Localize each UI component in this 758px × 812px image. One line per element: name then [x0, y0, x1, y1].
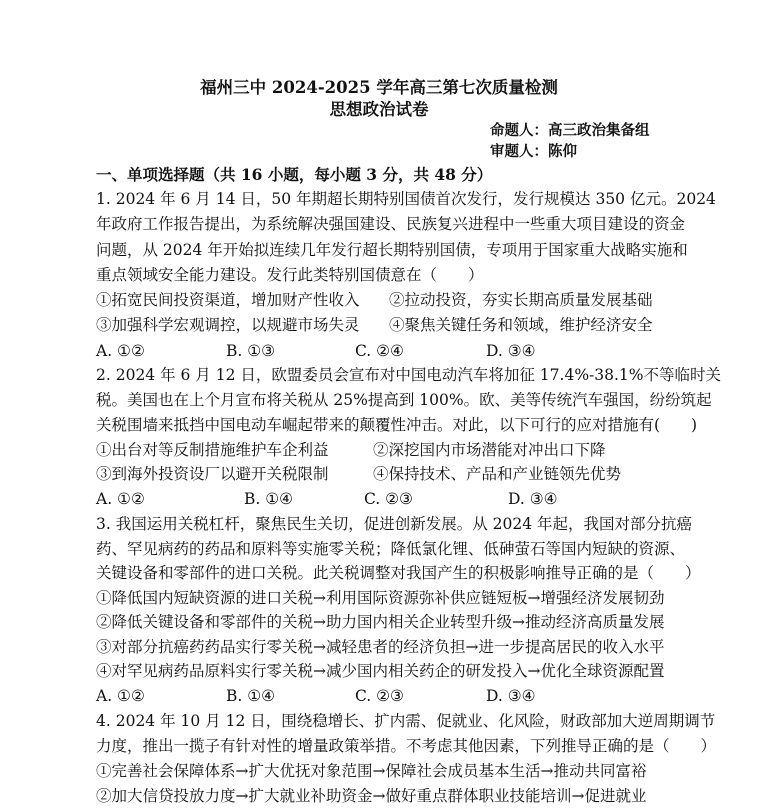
statement-option: ③加强科学宏观调控，以规避市场失灵 — [96, 316, 360, 334]
question-text-line: 关税围墙来抵挡中国电动车崛起带来的颠覆性冲击。对此，以下可行的应对措施有( ) — [96, 416, 698, 434]
answer-choice-d: D. ③④ — [486, 687, 536, 705]
statement-option: ①出台对等反制措施维护车企利益 — [96, 441, 329, 459]
reasoning-chain-option: ④对罕见病药品原料实行零关税→减少国内相关药企的研发投入→优化全球资源配置 — [96, 662, 665, 680]
reasoning-chain-option: ③对部分抗癌药药品实行零关税→减轻患者的经济负担→进一步提高居民的收入水平 — [96, 638, 665, 656]
statement-option: ③到海外投资设厂以避开关税限制 — [96, 465, 329, 483]
question-text-line: 2. 2024 年 6 月 12 日，欧盟委员会宣布对中国电动汽车将加征 17.4%-38.1%不等临时关 — [96, 366, 722, 384]
answer-choice-d: D. ③④ — [486, 342, 536, 360]
reasoning-chain-option: ②降低关键设备和零部件的关税→助力国内相关企业转型升级→推动经济高质量发展 — [96, 613, 665, 631]
answer-choice-c: C. ②④ — [355, 342, 404, 360]
question-text-line: 3. 我国运用关税杠杆，聚焦民生关切，促进创新发展。从 2024 年起，我国对部分抗癌 — [96, 515, 693, 533]
question-text-line: 药、罕见病药的药品和原料等实施零关税；降低氯化锂、低砷萤石等国内短缺的资源、 — [96, 540, 686, 558]
answer-choice-c: C. ②③ — [364, 490, 413, 508]
question-text-line: 1. 2024 年 6 月 14 日，50 年期超长期特别国债首次发行，发行规模达 350 亿元。2024 — [96, 190, 716, 208]
answer-choice-b: B. ①④ — [244, 490, 294, 508]
question-text-line: 税。美国也在上个月宣布将关税从 25%提高到 100%。欧、美等传统汽车强国，纷纷筑起 — [96, 391, 712, 409]
question-text-line: 问题，从 2024 年开始拟连续几年发行超长期特别国债，专项用于国家重大战略实施和 — [96, 241, 688, 259]
question-text-line: 力度，推出一揽子有针对性的增量政策举措。不考虑其他因素，下列推导正确的是（ ） — [96, 737, 717, 755]
question-text-line: 年政府工作报告提出，为系统解决强国建设、民族复兴进程中一些重大项目建设的资金 — [96, 215, 686, 233]
statement-option: ②拉动投资，夯实长期高质量发展基础 — [389, 291, 653, 309]
reasoning-chain-option: ①降低国内短缺资源的进口关税→利用国际资源弥补供应链短板→增强经济发展韧劲 — [96, 589, 665, 607]
answer-choice-a: A. ①② — [96, 342, 145, 360]
question-text-line: 4. 2024 年 10 月 12 日，围绕稳增长、扩内需、促就业、化风险，财政部加大逆周期调节 — [96, 712, 716, 730]
answer-choice-d: D. ③④ — [508, 490, 558, 508]
section-heading: 一、单项选择题（共 16 小题，每小题 3 分，共 48 分） — [96, 165, 493, 184]
exam-subtitle: 思想政治试卷 — [329, 100, 429, 119]
answer-choice-a: A. ①② — [96, 687, 145, 705]
statement-option: ②深挖国内市场潜能对冲出口下降 — [373, 441, 606, 459]
reviewer-line: 审题人：陈仰 — [490, 143, 577, 160]
statement-option: ①拓宽民间投资渠道，增加财产性收入 — [96, 291, 360, 309]
question-text-line: 重点领域安全能力建设。发行此类特别国债意在（ ） — [96, 266, 484, 284]
exam-title: 福州三中 2024-2025 学年高三第七次质量检测 — [200, 78, 558, 97]
question-text-line: 关键设备和零部件的进口关税。此关税调整对我国产生的积极影响推导正确的是（ ） — [96, 564, 701, 582]
answer-choice-b: B. ①③ — [226, 342, 276, 360]
answer-choice-a: A. ①② — [96, 490, 145, 508]
reasoning-chain-option: ①完善社会保障体系→扩大优抚对象范围→保障社会成员基本生活→推动共同富裕 — [96, 762, 647, 780]
reasoning-chain-option: ②加大信贷投放力度→扩大就业补助资金→做好重点群体职业技能培训→促进就业 — [96, 787, 647, 805]
statement-option: ④聚焦关键任务和领域，维护经济安全 — [389, 316, 653, 334]
answer-choice-b: B. ①④ — [226, 687, 276, 705]
statement-option: ④保持技术、产品和产业链领先优势 — [373, 465, 622, 483]
answer-choice-c: C. ②③ — [355, 687, 404, 705]
author-line: 命题人：高三政治集备组 — [490, 122, 650, 139]
